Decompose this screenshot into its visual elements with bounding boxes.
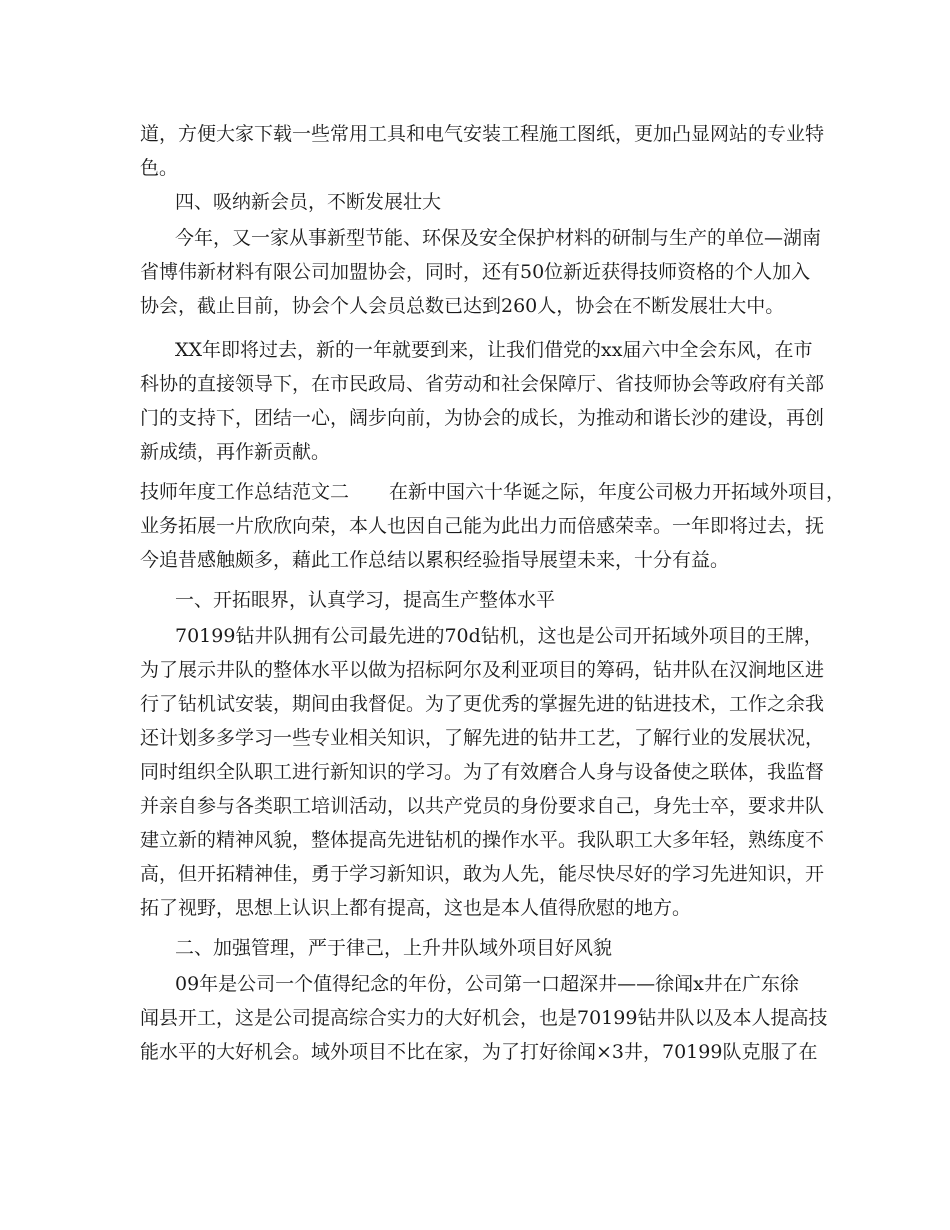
text-line: 09年是公司一个值得纪念的年份，公司第一口超深井——徐闻x井在广东徐 xyxy=(175,973,799,995)
doc-title-line xyxy=(140,480,845,504)
text-line: 门的支持下，团结一心，阔步向前，为协会的成长，为推动和谐长沙的建设，再创 xyxy=(140,407,825,429)
text-line: 闻县开工，这是公司提高综合实力的大好机会，也是70199钻井队以及本人提高技 xyxy=(140,1007,828,1029)
section-heading: 一、开拓眼界，认真学习，提高生产整体水平 xyxy=(175,589,556,611)
section-heading: 二、加强管理，严于律己，上升井队域外项目好风貌 xyxy=(175,937,613,959)
text-line: 协会，截止目前，协会个人会员总数已达到260人，协会在不断发展壮大中。 xyxy=(140,295,785,317)
text-line: 业务拓展一片欣欣向荣，本人也因自己能为此出力而倍感荣幸。一年即将过去，抚 xyxy=(140,515,825,537)
text-line: 行了钻机试安装，期间由我督促。为了更优秀的掌握先进的钻进技术，工作之余我 xyxy=(140,693,825,715)
text-line: 今追昔感触颇多，藉此工作总结以累积经验指导展望未来，十分有益。 xyxy=(140,549,730,571)
text-line: 省博伟新材料有限公司加盟协会，同时，还有50位新近获得技师资格的个人加入 xyxy=(140,261,811,283)
text-line: 并亲自参与各类职工培训活动，以共产党员的身份要求自己，身先士卒，要求井队 xyxy=(140,795,825,817)
text-line: 在新中国六十华诞之际，年度公司极力开拓域外项目， xyxy=(389,481,846,503)
text-line: 新成绩，再作新贡献。 xyxy=(140,441,331,463)
text-line: 拓了视野，思想上认识上都有提高，这也是本人值得欣慰的地方。 xyxy=(140,897,692,919)
text-line: 同时组织全队职工进行新知识的学习。为了有效磨合人身与设备使之联体，我监督 xyxy=(140,761,825,783)
text-line: 科协的直接领导下，在市民政局、省劳动和社会保障厅、省技师协会等政府有关部 xyxy=(140,373,825,395)
text-line: 建立新的精神风貌，整体提高先进钻机的操作水平。我队职工大多年轻，熟练度不 xyxy=(140,829,825,851)
text-line: 还计划多多学习一些专业相关知识，了解先进的钻井工艺，了解行业的发展状况， xyxy=(140,727,825,749)
text-line: 道，方便大家下载一些常用工具和电气安装工程施工图纸，更加凸显网站的专业特 xyxy=(140,123,825,145)
doc-title: 技师年度工作总结范文二 xyxy=(140,481,350,503)
section-heading: 四、吸纳新会员，不断发展壮大 xyxy=(175,191,442,213)
text-line: 高，但开拓精神佳，勇于学习新知识，敢为人先，能尽快尽好的学习先进知识，开 xyxy=(140,863,825,885)
text-line: 能水平的大好机会。域外项目不比在家，为了打好徐闻×3井，70199队克服了在 xyxy=(140,1041,818,1063)
text-line: 为了展示井队的整体水平以做为招标阿尔及利亚项目的筹码，钻井队在汉涧地区进 xyxy=(140,659,825,681)
text-line: 今年，又一家从事新型节能、环保及安全保护材料的研制与生产的单位—湖南 xyxy=(175,227,822,249)
text-line: 70199钻井队拥有公司最先进的70d钻机，这也是公司开拓域外项目的王牌， xyxy=(175,625,823,647)
text-line: XX年即将过去，新的一年就要到来，让我们借党的xx届六中全会东风，在市 xyxy=(175,339,813,361)
text-line: 色。 xyxy=(140,157,179,179)
